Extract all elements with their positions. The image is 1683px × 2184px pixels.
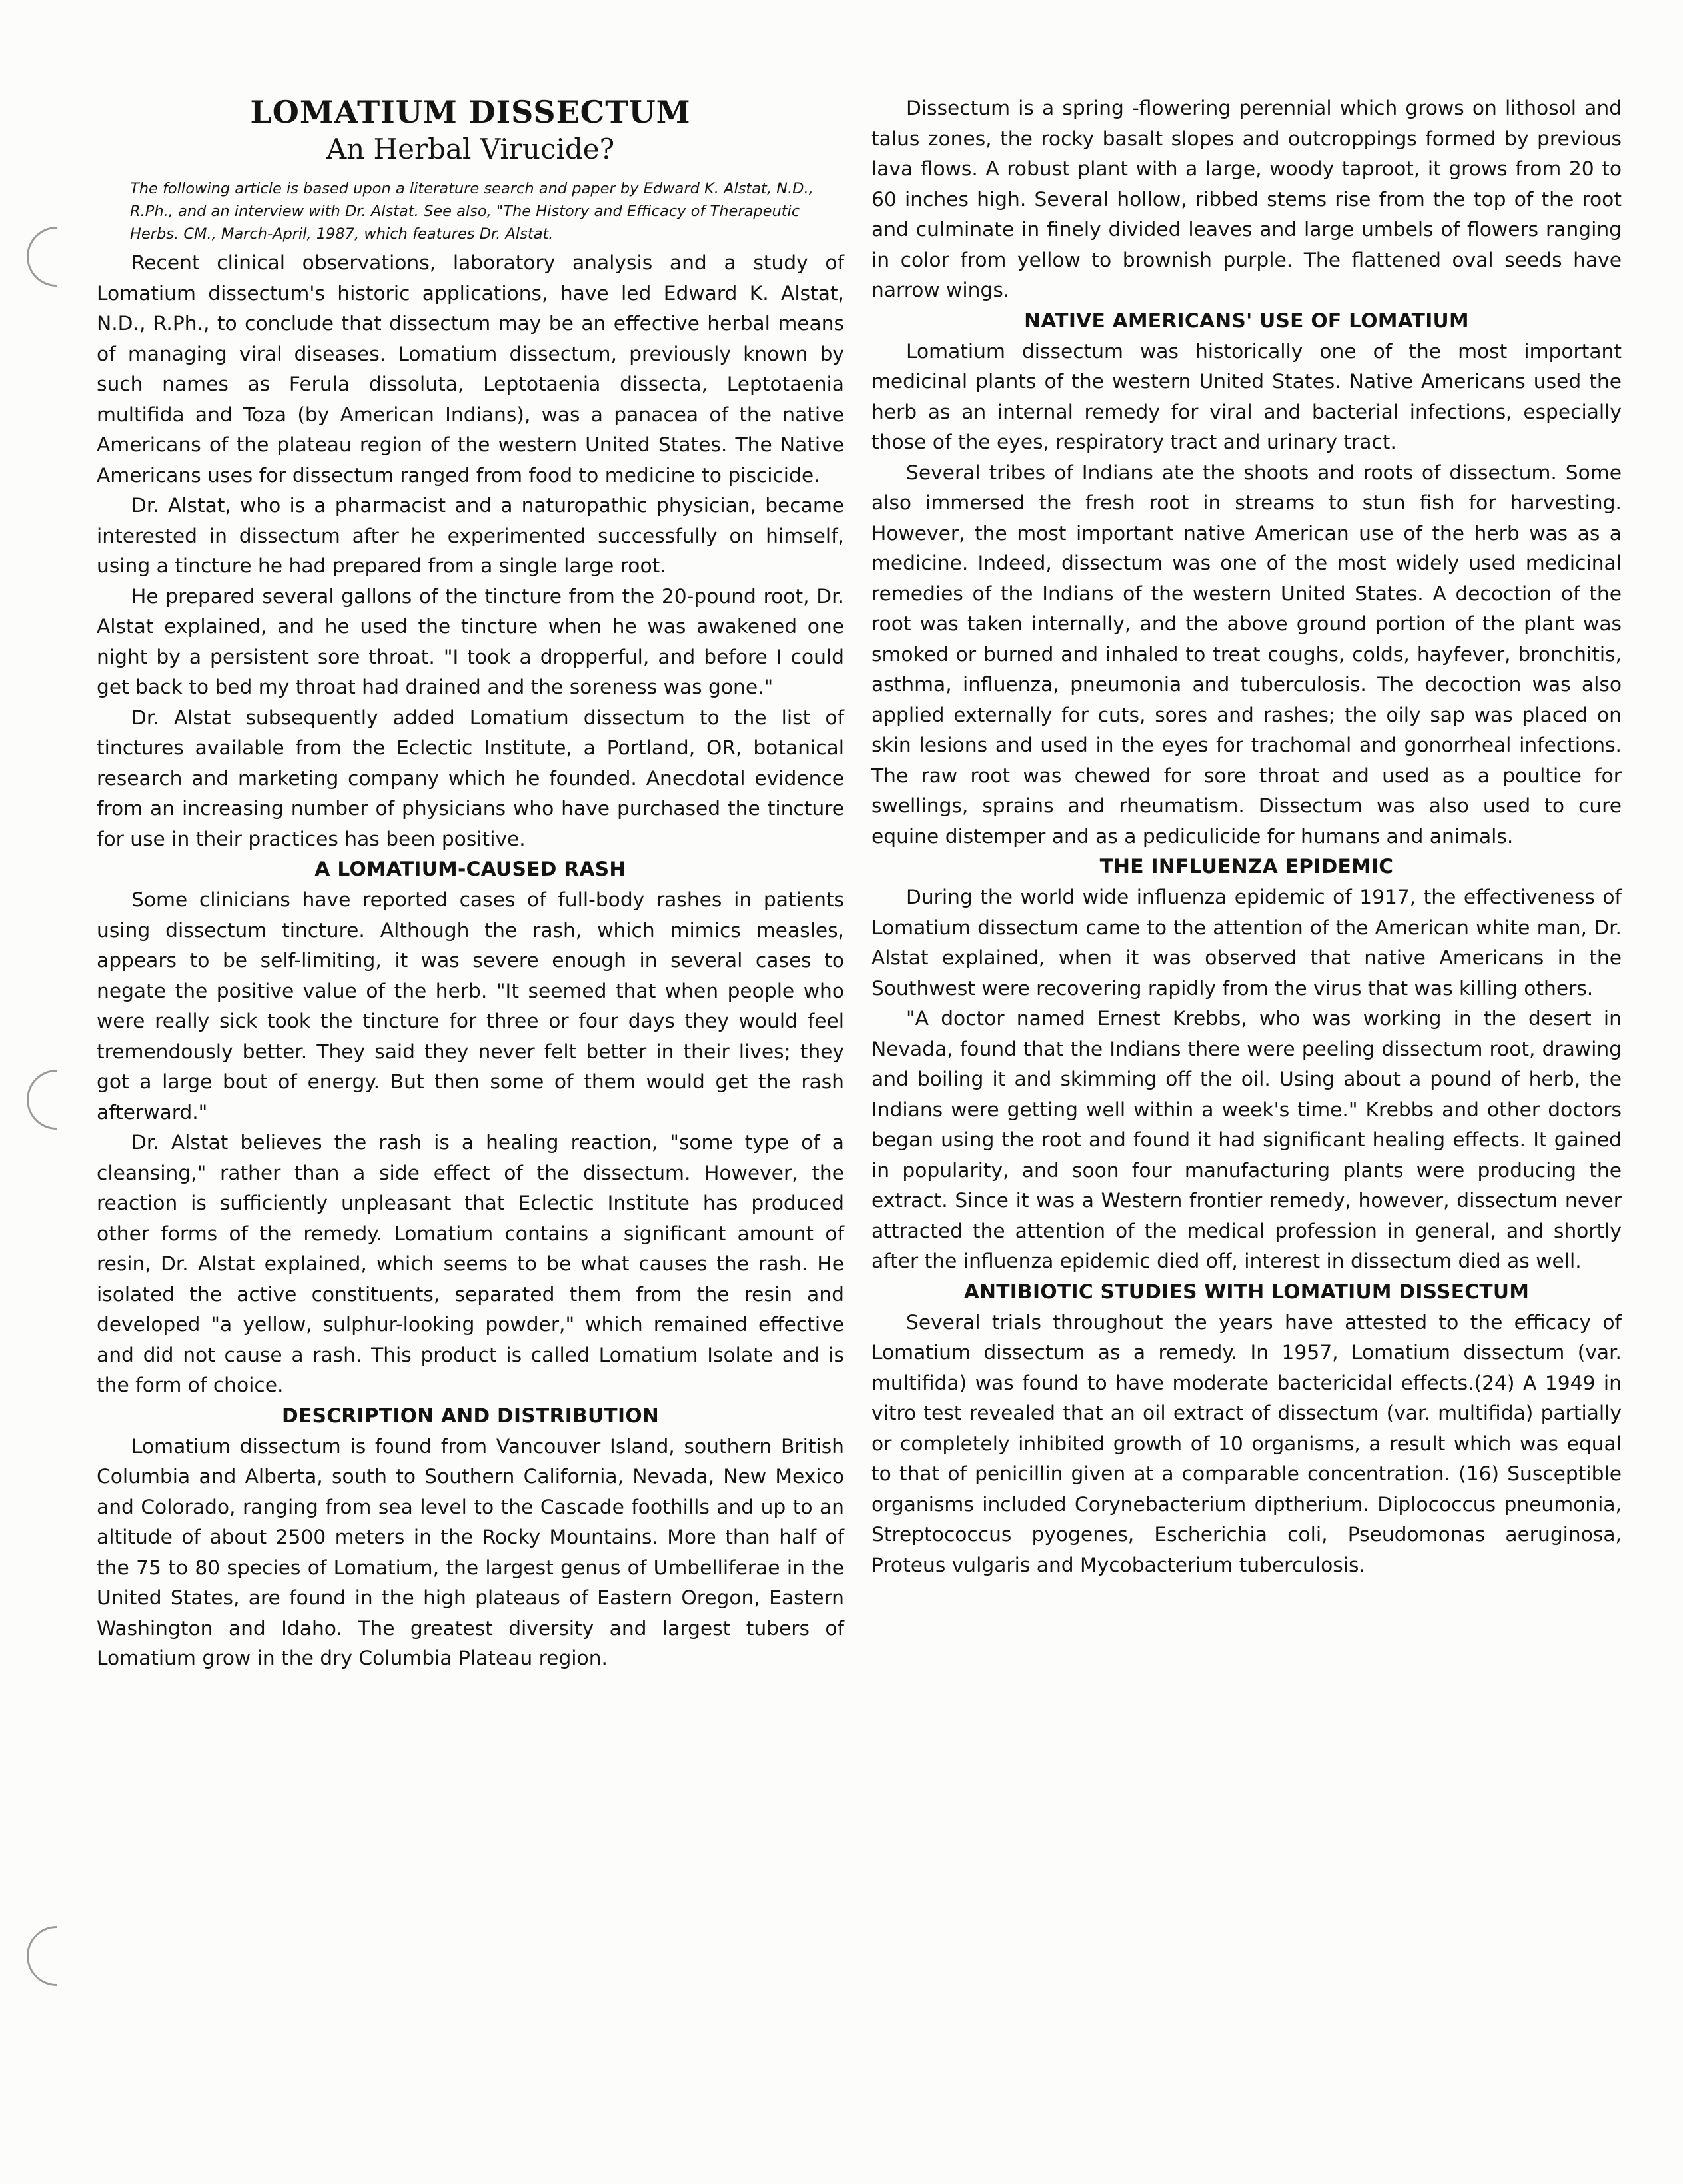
body-paragraph: During the world wide influenza epidemic of 1917, the effectiveness of Lomatium dissectum came to the attention of the American white man, Dr. Alstat explained, when it was observed that native Americans in the Southwest were recovering rapidly from the virus that was killing others. — [871, 886, 1622, 1000]
body-paragraph: He prepared several gallons of the tincture from the 20-pound root, Dr. Alstat explained, and he used the tincture when he was awakened one night by a persistent sore throat. "I took a dropperful, and before I could get back to bed my throat had drained and the soreness was gone." — [97, 584, 844, 699]
body-paragraph: Some clinicians have reported cases of full-body rashes in patients using dissectum tincture. Although the rash, which mimics measles, appears to be self-limiting, it was severe enough in several cases to negate the positive value of the herb. "It seemed that when people who were really sick took the tincture for three or four days they would feel tremendously better. They said they never felt better in their lives; they got a large bout of energy. But then some of them would get the rash afterward." — [97, 888, 844, 1124]
body-paragraph: Lomatium dissectum was historically one of the most important medicinal plants of the western United States. Native Americans used the herb as an internal remedy for viral and bacterial infections, especially those of the eyes, respiratory tract and urinary tract. — [871, 339, 1622, 454]
right-column — [871, 93, 1622, 1580]
body-paragraph: Recent clinical observations, laboratory analysis and a study of Lomatium dissectum's historic applications, have led Edward K. Alstat, N.D., R.Ph., to conclude that dissectum may be an effective herbal means of managing viral diseases. Lomatium dissectum, previously known by such names as Ferula dissoluta, Leptotaenia dissecta, Leptotaenia multifida and Toza (by American Indians), was a panacea of the native Americans of the plateau region of the western United States. The Native Americans uses for dissectum ranged from food to medicine to piscicide. — [97, 251, 844, 487]
punch-hole-top — [14, 214, 99, 299]
article-title: LOMATIUM DISSECTUM — [250, 94, 691, 130]
editorial-note: The following article is based upon a literature search and paper by Edward K. Alstat, N.D., R.Ph., and an interview with Dr. Alstat. See also, "The History and Efficacy of Therapeutic Herbs. CM., March-April, 1987, which features Dr. Alstat. — [130, 180, 814, 243]
body-paragraph: Dissectum is a spring -flowering perennial which grows on lithosol and talus zones, the rocky basalt slopes and outcroppings formed by previous lava flows. A robust plant with a large, woody taproot, it grows from 20 to 60 inches high. Several hollow, ribbed stems rise from the top of the root and culminate in finely divided leaves and large umbels of flowers ranging in color from yellow to brownish purple. The flattened oval seeds have narrow wings. — [871, 97, 1622, 302]
title-block — [97, 93, 844, 168]
section-heading-antibiotic: ANTIBIOTIC STUDIES WITH LOMATIUM DISSECTUM — [963, 1280, 1530, 1304]
body-paragraph: Dr. Alstat subsequently added Lomatium dissectum to the list of tinctures available from the Eclectic Institute, a Portland, OR, botanical research and marketing company which he founded. Anecdotal evidence from an increasing number of physicians who have purchased the tincture for use in their practices has been positive. — [97, 706, 844, 851]
body-paragraph: "A doctor named Ernest Krebbs, who was working in the desert in Nevada, found that the Indians there were peeling dissectum root, drawing and boiling it and skimming off the oil. Using about a pound of herb, the Indians were getting well within a week's time." Krebbs and other doctors began using the root and found it had significant healing effects. It gained in popularity, and soon four manufacturing plants were producing the extract. Since it was a Western frontier remedy, however, dissectum never attracted the attention of the medical profession in general, and shortly after the influenza epidemic died off, interest in dissectum died as well. — [871, 1007, 1622, 1273]
body-paragraph: Lomatium dissectum is found from Vancouver Island, southern British Columbia and Alberta, south to Southern California, Nevada, New Mexico and Colorado, ranging from sea level to the Cascade foothills and up to an altitude of about 2500 meters in the Rocky Mountains. More than half of the 75 to 80 species of Lomatium, the largest genus of Umbelliferae in the United States, are found in the high plateaus of Eastern Oregon, Eastern Washington and Idaho. The greatest diversity and largest tubers of Lomatium grow in the dry Columbia Plateau region. — [97, 1434, 844, 1670]
body-paragraph: Several trials throughout the years have attested to the efficacy of Lomatium dissectum as a remedy. In 1957, Lomatium dissectum (var. multifida) was found to have moderate bactericidal effects.(24) A 1949 in vitro test revealed that an oil extract of dissectum (var. multifida) partially or completely inhibited growth of 10 organisms, a result which was equal to that of penicillin given at a comparable concentration. (16) Susceptible organisms included Corynebacterium diptherium. Diplococcus pneumonia, Streptococcus pyogenes, Escherichia coli, Pseudomonas aeruginosa, Proteus vulgaris and Mycobacterium tuberculosis. — [871, 1310, 1622, 1577]
punch-hole-bottom — [14, 1913, 99, 1998]
body-paragraph: Several tribes of Indians ate the shoots and roots of dissectum. Some also immersed the fresh root in streams to stun fish for harvesting. However, the most important native American use of the herb was as a medicine. Indeed, dissectum was one of the most widely used medicinal remedies of the Indians of the western United States. A decoction of the root was taken internally, and the above ground portion of the plant was smoked or burned and inhaled to treat coughs, colds, hayfever, bronchitis, asthma, influenza, pneumonia and tuberculosis. The decoction was also applied externally for cuts, sores and rashes; the oily sap was placed on skin lesions and used in the eyes for trachomal and gonorrheal infections. The raw root was chewed for sore throat and used as a poultice for swellings, sprains and rheumatism. Dissectum was also used to cure equine distemper and as a pediculicide for humans and animals. — [871, 461, 1622, 848]
body-paragraph: Dr. Alstat believes the rash is a healing reaction, "some type of a cleansing," rather than a side effect of the dissectum. However, the reaction is sufficiently unpleasant that Eclectic Institute has produced other forms of the remedy. Lomatium contains a significant amount of resin, Dr. Alstat explained, which seems to be what causes the rash. He isolated the active constituents, separated them from the resin and developed "a yellow, sulphur-looking powder," which remained effective and did not cause a rash. This product is called Lomatium Isolate and is the form of choice. — [97, 1131, 844, 1397]
section-heading-description: DESCRIPTION AND DISTRIBUTION — [281, 1404, 659, 1428]
section-heading-influenza: THE INFLUENZA EPIDEMIC — [1099, 855, 1394, 878]
body-paragraph: Dr. Alstat, who is a pharmacist and a naturopathic physician, became interested in dissectum after he experimented successfully on himself, using a tincture he had prepared from a single large root. — [97, 494, 844, 578]
section-heading-rash: A LOMATIUM-CAUSED RASH — [314, 858, 626, 881]
section-heading-native-americans: NATIVE AMERICANS' USE OF LOMATIUM — [1024, 309, 1469, 333]
left-column — [97, 93, 844, 1674]
article-subtitle: An Herbal Virucide? — [326, 133, 615, 165]
punch-hole-middle — [14, 1057, 99, 1142]
